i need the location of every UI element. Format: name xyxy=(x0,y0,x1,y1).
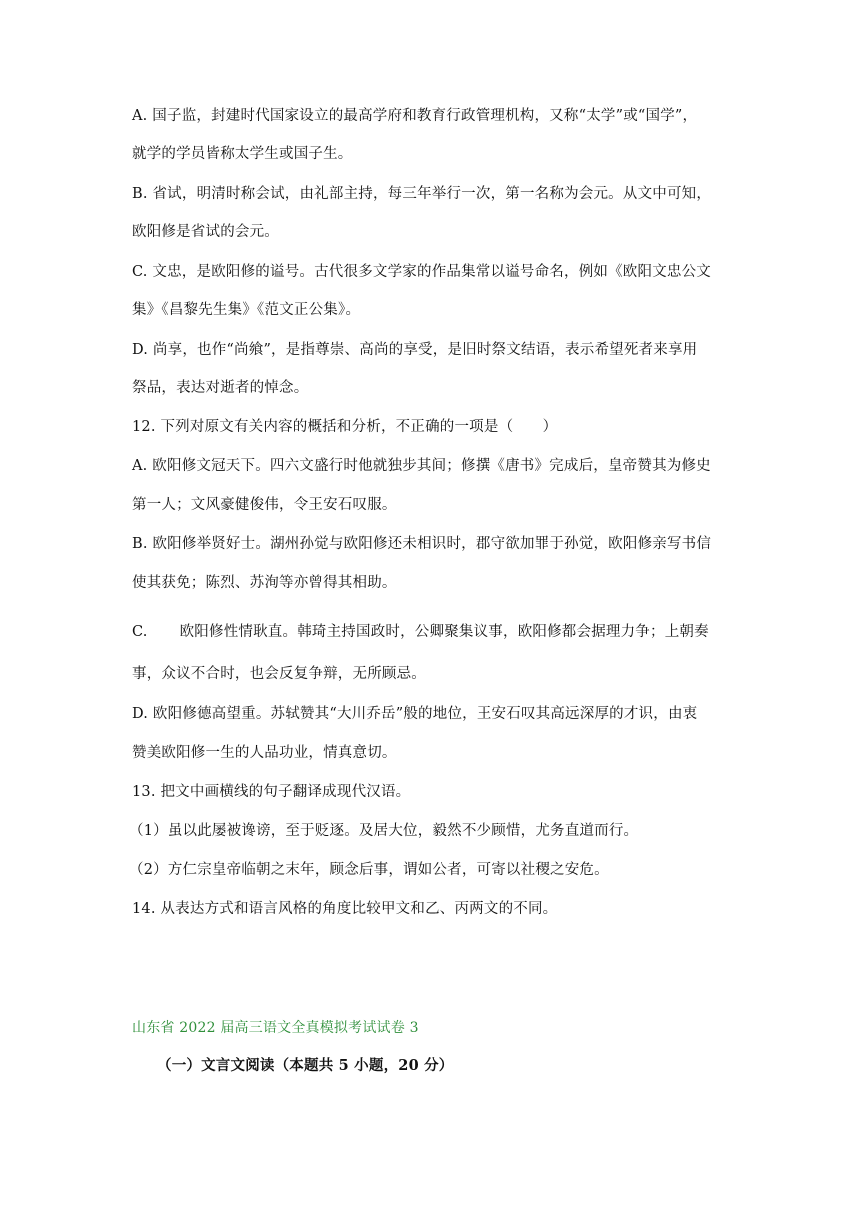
q12-option-c-text: 欧阳修性情耿直。韩琦主持国政时，公卿聚集议事，欧阳修都会据理力争；上朝奏 xyxy=(179,624,709,640)
option-11b-line2: 欧阳修是省试的会元。 xyxy=(132,224,279,240)
q12-option-d-line2: 赞美欧阳修一生的人品功业，情真意切。 xyxy=(132,745,397,761)
q13-sentence-2: （2）方仁宗皇帝临朝之末年，顾念后事，谓如公者，可寄以社稷之安危。 xyxy=(129,862,609,878)
q12-option-a-line1: A. 欧阳修文冠天下。四六文盛行时他就独步其间；修撰《唐书》完成后，皇帝赞其为修史 xyxy=(132,458,711,474)
question-12-stem: 12. 下列对原文有关内容的概括和分析，不正确的一项是（ ） xyxy=(132,419,558,435)
q13-sentence-1: （1）虽以此屡被谗谤，至于贬逐。及居大位，毅然不少顾惜，尤务直道而行。 xyxy=(129,823,639,839)
q12-option-c-line1 xyxy=(132,622,709,642)
q12-option-a-line2: 第一人；文风豪健俊伟，令王安石叹服。 xyxy=(132,497,397,513)
option-11c-line2: 集》《昌黎先生集》《范文正公集》。 xyxy=(132,302,361,318)
option-11b-line1: B. 省试，明清时称会试，由礼部主持，每三年举行一次，第一名称为会元。从文中可知， xyxy=(132,186,712,202)
q12-option-c-label: C. xyxy=(132,624,148,640)
section-heading: （一）文言文阅读（本题共 5 小题，20 分） xyxy=(157,1057,454,1074)
q12-option-b-line1: B. 欧阳修举贤好士。湖州孙觉与欧阳修还未相识时，郡守欲加罪于孙觉，欧阳修亲写书信 xyxy=(132,536,712,552)
q12-option-c-line2: 事，众议不合时，也会反复争辩，无所顾忌。 xyxy=(132,666,426,682)
question-14-stem: 14. 从表达方式和语言风格的角度比较甲文和乙、丙两文的不同。 xyxy=(132,901,558,917)
option-11d-line1: D. 尚享，也作“尚飨”，是指尊崇、高尚的享受，是旧时祭文结语，表示希望死者来享用 xyxy=(132,342,698,358)
q12-option-b-line2: 使其获免；陈烈、苏洵等亦曾得其相助。 xyxy=(132,575,397,591)
option-11a-line2: 就学的学员皆称太学生或国子生。 xyxy=(132,146,353,162)
option-11c-line1: C. 文忠，是欧阳修的谥号。古代很多文学家的作品集常以谥号命名，例如《欧阳文忠公文 xyxy=(132,264,711,280)
question-13-stem: 13. 把文中画横线的句子翻译成现代汉语。 xyxy=(132,784,411,800)
next-paper-title: 山东省 2022 届高三语文全真模拟考试试卷 3 xyxy=(132,1020,419,1036)
option-11a-line1: A. 国子监，封建时代国家设立的最高学府和教育行政管理机构，又称“太学”或“国学”， xyxy=(132,108,698,124)
q12-option-d-line1: D. 欧阳修德高望重。苏轼赞其“大川乔岳”般的地位，王安石叹其高远深厚的才识，由衷 xyxy=(132,706,698,722)
option-11d-line2: 祭品，表达对逝者的悼念。 xyxy=(132,380,309,396)
